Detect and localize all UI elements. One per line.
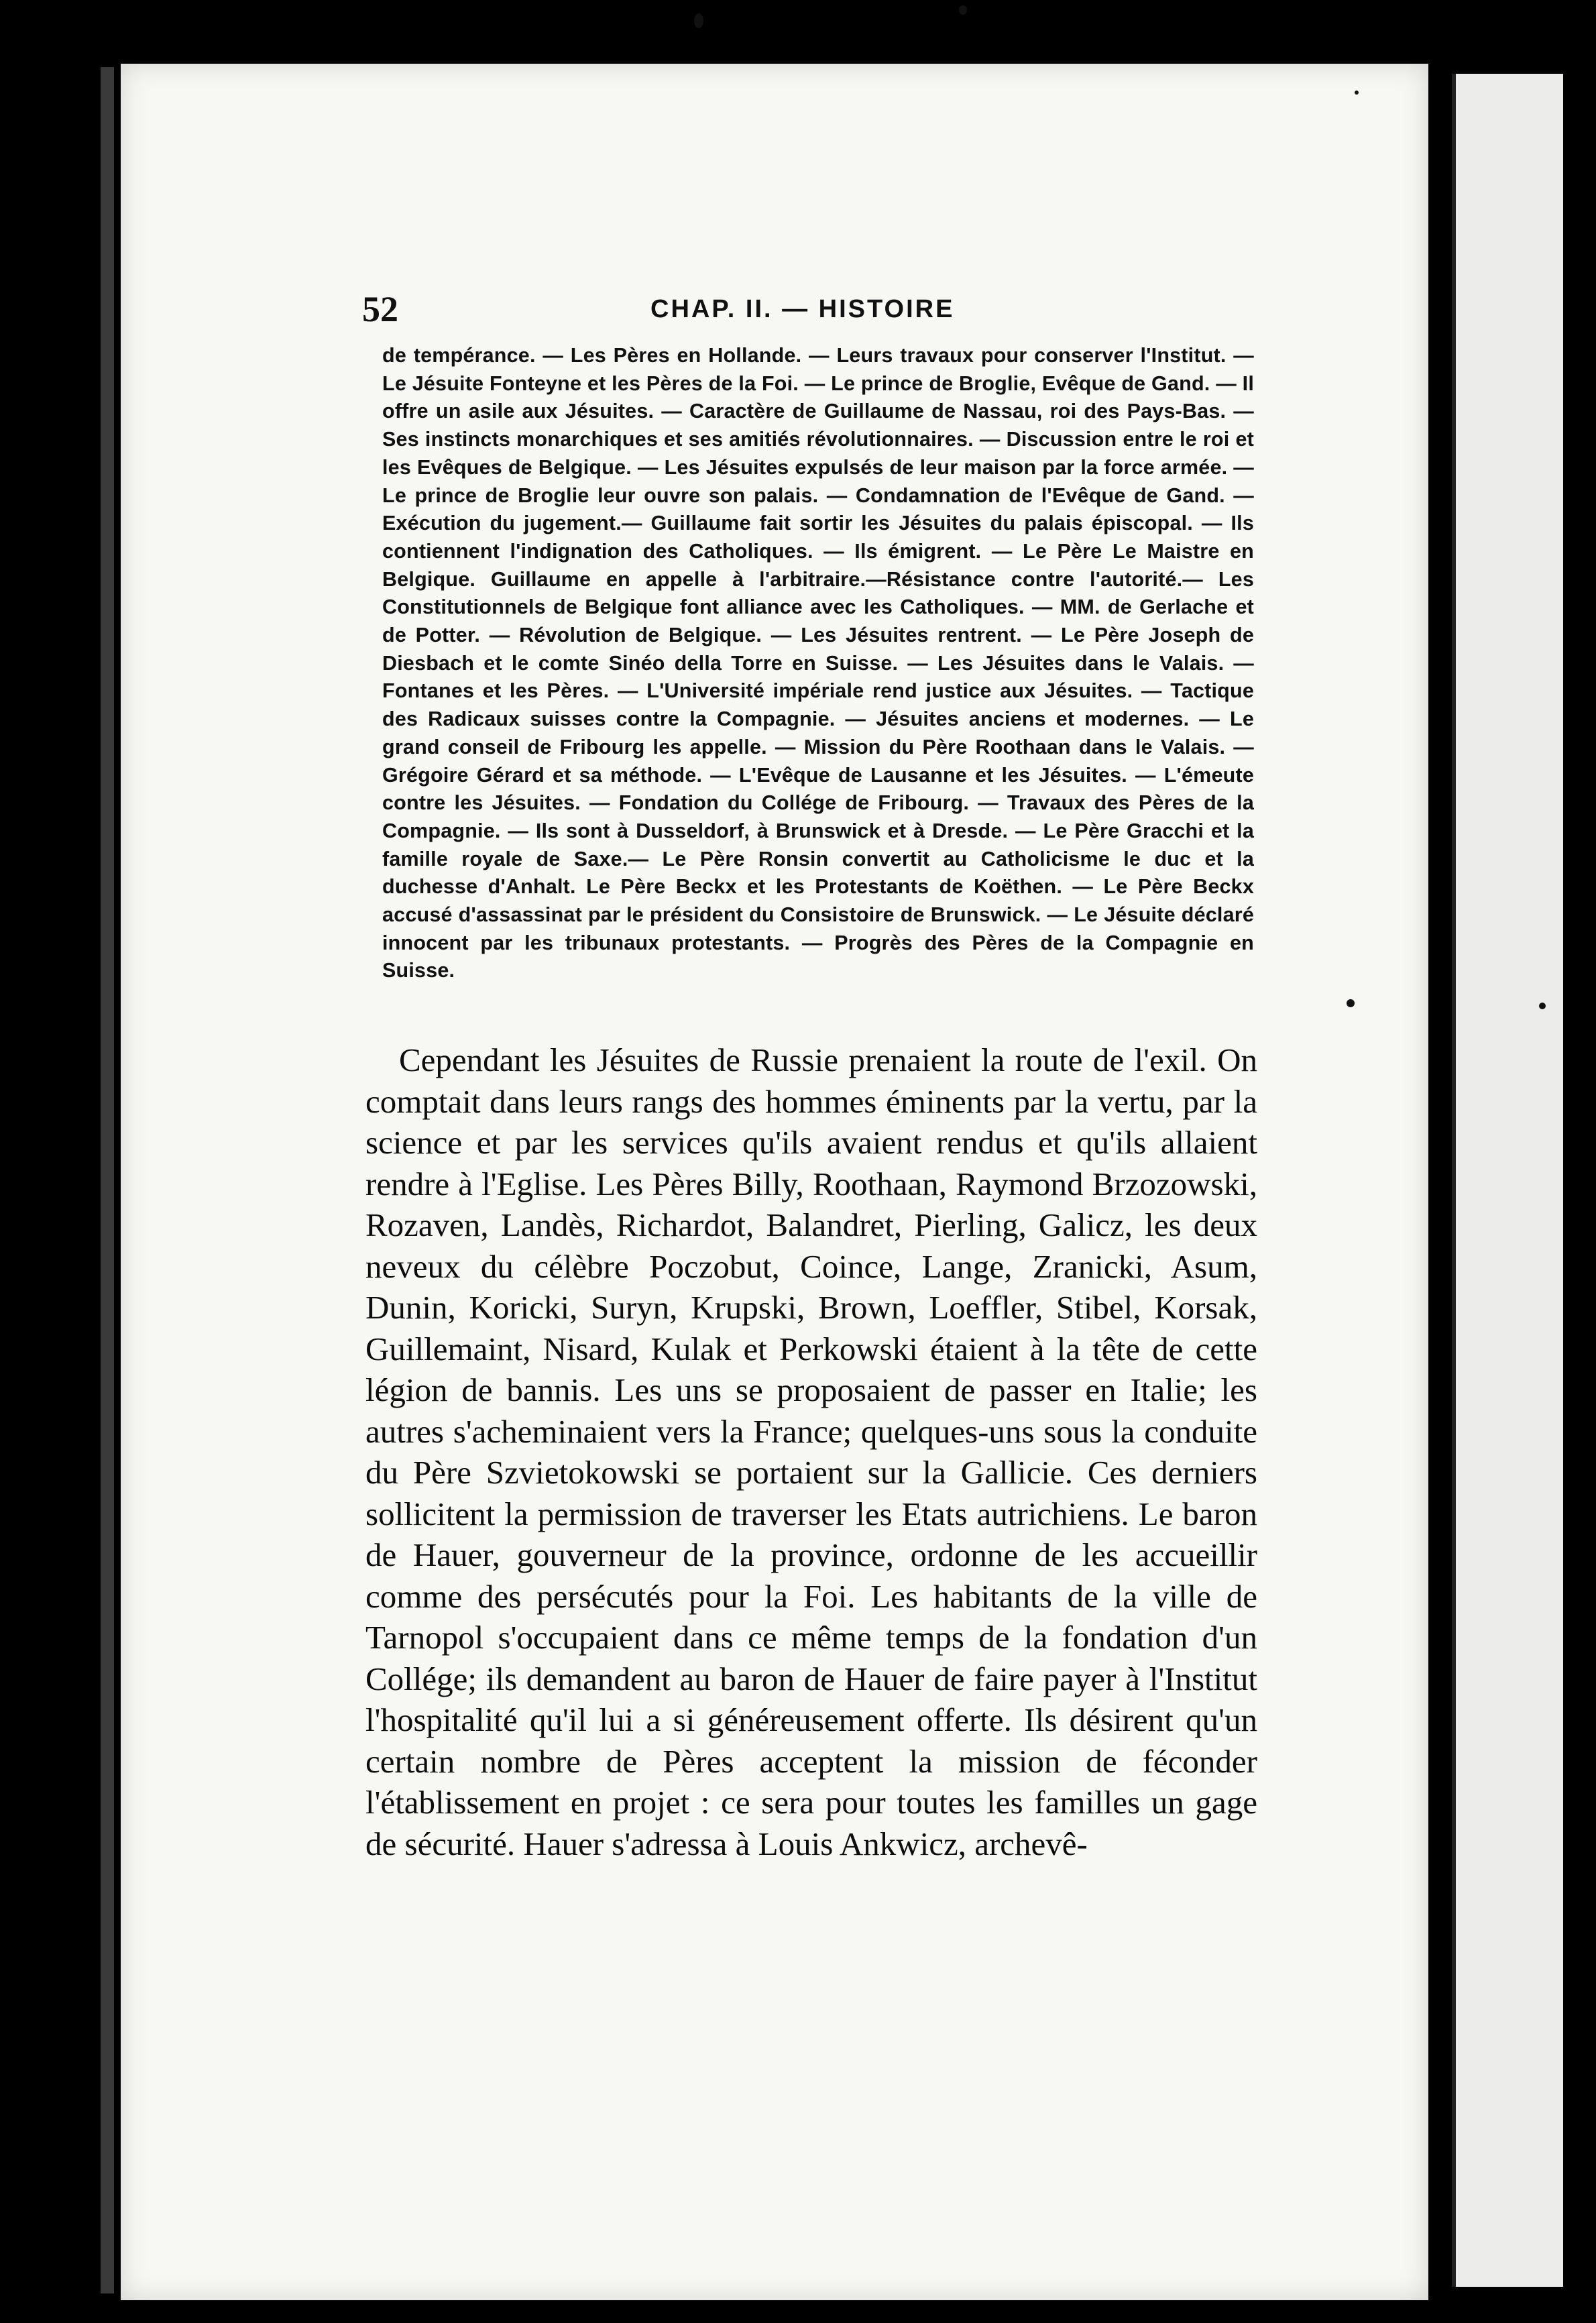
book-gutter: [101, 67, 114, 2293]
ink-speck: [1347, 999, 1355, 1007]
running-title: CHAP. II. — HISTOIRE: [650, 295, 955, 323]
running-head: [362, 288, 1288, 335]
body-paragraph: Cependant les Jésuites de Russie prenaient la route de l'exil. On comptait dans leurs rangs des hommes éminents par la vertu, par la science et par les services qu'ils avaient rendus et qu'ils allaient rendre à l'Eglise. Les Pères Billy, Roothaan, Raymond Brzozowski, Rozaven, Landès, Richardot, Balandret, Pierling, Galicz, les deux neveux du célèbre Poczobut, Coince, Lange, Zranicki, Asum, Dunin, Koricki, Suryn, Krupski, Brown, Loeffler, Stibel, Korsak, Guillemaint, Nisard, Kulak et Perkowski étaient à la tête de cette légion de bannis. Les uns se proposaient de passer en Italie; les autres s'acheminaient vers la France; quelques-uns sous la conduite du Père Szvietokowski se portaient sur la Gallicie. Ces derniers sollicitent la permission de traverser les Etats autrichiens. Le baron de Hauer, gouverneur de la province, ordonne de les accueillir comme des persécutés pour la Foi. Les habitants de la ville de Tarnopol s'occupaient dans ce même temps de la fondation d'un Collége; ils demandent au baron de Hauer de faire payer à l'Institut l'hospitalité qu'il lui a si généreusement offerte. Ils désirent qu'un certain nombre de Pères acceptent la mission de féconder l'établissement en projet : ce sera pour toutes les familles un gage de sécurité. Hauer s'adressa à Louis Ankwicz, archevê-: [365, 1041, 1257, 1862]
ink-speck: [1539, 1003, 1546, 1009]
body-text: [365, 1039, 1257, 1864]
ink-speck: [959, 5, 967, 15]
ink-speck: [1355, 91, 1359, 95]
chapter-summary: de tempérance. — Les Pères en Hollande. — Leurs travaux pour conserver l'Institut. — Le Jésuite Fonteyne et les Pères de la Foi. — Le prince de Broglie, Evêque de Gand. — Il offre un asile aux Jésuites. — Caractère de Guillaume de Nassau, roi des Pays-Bas. — Ses instincts monarchiques et ses amitiés révolutionnaires. — Discussion entre le roi et les Evêques de Belgique. — Les Jésuites expulsés de leur maison par la force armée. — Le prince de Broglie leur ouvre son palais. — Condamnation de l'Evêque de Gand. — Exécution du jugement.— Guillaume fait sortir les Jésuites du palais épiscopal. — Ils contiennent l'indignation des Catholiques. — Ils émigrent. — Le Père Le Maistre en Belgique. Guillaume en appelle à l'arbitraire.—Résistance contre l'autorité.— Les Constitutionnels de Belgique font alliance avec les Catholiques. — MM. de Gerlache et de Potter. — Révolution de Belgique. — Les Jésuites rentrent. — Le Père Joseph de Diesbach et le comte Sinéo della Torre en Suisse. — Les Jésuites dans le Valais. — Fontanes et les Pères. — L'Université impériale rend justice aux Jésuites. — Tactique des Radicaux suisses contre la Compagnie. — Jésuites anciens et modernes. — Le grand conseil de Fribourg les appelle. — Mission du Père Roothaan dans le Valais. — Grégoire Gérard et sa méthode. — L'Evêque de Lausanne et les Jésuites. — L'émeute contre les Jésuites. — Fondation du Collége de Fribourg. — Travaux des Pères de la Compagnie. — Ils sont à Dusseldorf, à Brunswick et à Dresde. — Le Père Gracchi et la famille royale de Saxe.— Le Père Ronsin convertit au Catholicisme le duc et la duchesse d'Anhalt. Le Père Beckx et les Protestants de Koëthen. — Le Père Beckx accusé d'assassinat par le président du Consistoire de Brunswick. — Le Jésuite déclaré innocent par les tribunaux protestants. — Progrès des Pères de la Compagnie en Suisse.: [382, 344, 1254, 982]
facing-page-edge: [1452, 74, 1563, 2287]
page-number: 52: [362, 289, 398, 329]
ink-speck: [694, 13, 703, 28]
